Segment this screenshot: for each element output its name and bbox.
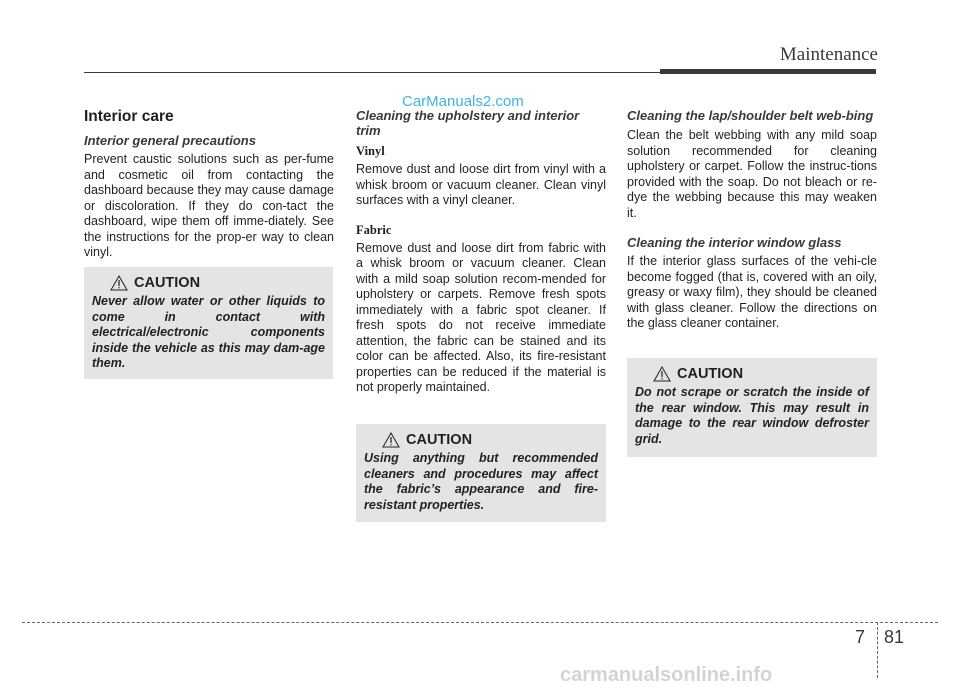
warning-triangle-icon [110,275,128,291]
fabric-heading: Fabric [356,222,392,237]
warning-triangle-icon [653,366,671,382]
fabric-paragraph: Remove dust and loose dirt from fabric with a whisk broom or vacuum cleaner. Clean with a mild soap solution recom-mended for upholstery or carpets. Remove fresh spots immediately with a fabric spot cleaner. If fresh spots do not receive immediate attention, the fabric can be stained and its color can be affected. Also, its fire-resistant properties can be reduced if the material is not properly maintained. [356,240,606,394]
caution-title: CAUTION [677,366,744,382]
caution-box-cleaners [356,424,606,522]
sub-heading-glass: Cleaning the interior window glass [627,235,842,250]
vinyl-heading: Vinyl [356,144,385,158]
sub-heading-belt: Cleaning the lap/shoulder belt web-bing [627,108,874,123]
watermark-link[interactable]: CarManuals2.com [402,93,524,110]
header-rule-accent [660,69,876,74]
caution-header [92,275,325,291]
glass-paragraph: If the interior glass surfaces of the vehi-cle become fogged (that is, covered with an oily, greasy or waxy film), they should be cleaned with glass cleaner. Follow the directions on the glass cleaner container. [627,254,877,330]
chapter-number: 7 [855,627,866,647]
caution-title: CAUTION [134,275,201,291]
caution-text: Using anything but recommended cleaners and procedures may affect the fabric’s appearance and fire-resistant properties. [364,451,598,512]
caution-text: Never allow water or other liquids to come in contact with electrical/electronic components inside the vehicle as this may dam-age them. [92,294,325,370]
watermark-footer: carmanualsonline.info [560,664,773,686]
vinyl-paragraph: Remove dust and loose dirt from vinyl with a whisk broom or vacuum cleaner. Clean vinyl surfaces with a vinyl cleaner. [356,162,606,207]
footer-rule [22,622,938,623]
caution-header [364,432,598,448]
sub-heading-general-precautions: Interior general precautions [84,133,256,148]
caution-text: Do not scrape or scratch the inside of the rear window. This may result in damage to the rear window defroster grid. [635,385,869,446]
caution-box-window [627,358,877,457]
caution-title: CAUTION [406,432,473,448]
column-middle [356,108,606,410]
column-right [627,108,877,346]
section-title: Interior care [84,108,174,125]
page-header-title: Maintenance [779,44,878,65]
caution-header [635,366,869,382]
warning-triangle-icon [382,432,400,448]
footer-divider [877,622,878,678]
header-rule [84,72,660,73]
caution-box-water [84,267,333,379]
page-number: 81 [884,627,905,647]
belt-paragraph: Clean the belt webbing with any mild soap solution recommended for cleaning upholstery or carpet. Follow the instruc-tions provided with the soap. Do not bleach or re-dye the webbing because this may weaken it. [627,128,877,220]
sub-heading-upholstery: Cleaning the upholstery and interior trim [356,108,580,138]
paragraph-general-precautions: Prevent caustic solutions such as per-fume and cosmetic oil from contacting the dashboard because they may cause damage or discoloration. If they do con-tact the dashboard, wipe them off imme-diately. See the instructions for the prop-er way to clean vinyl. [84,152,334,259]
column-left [84,108,334,275]
